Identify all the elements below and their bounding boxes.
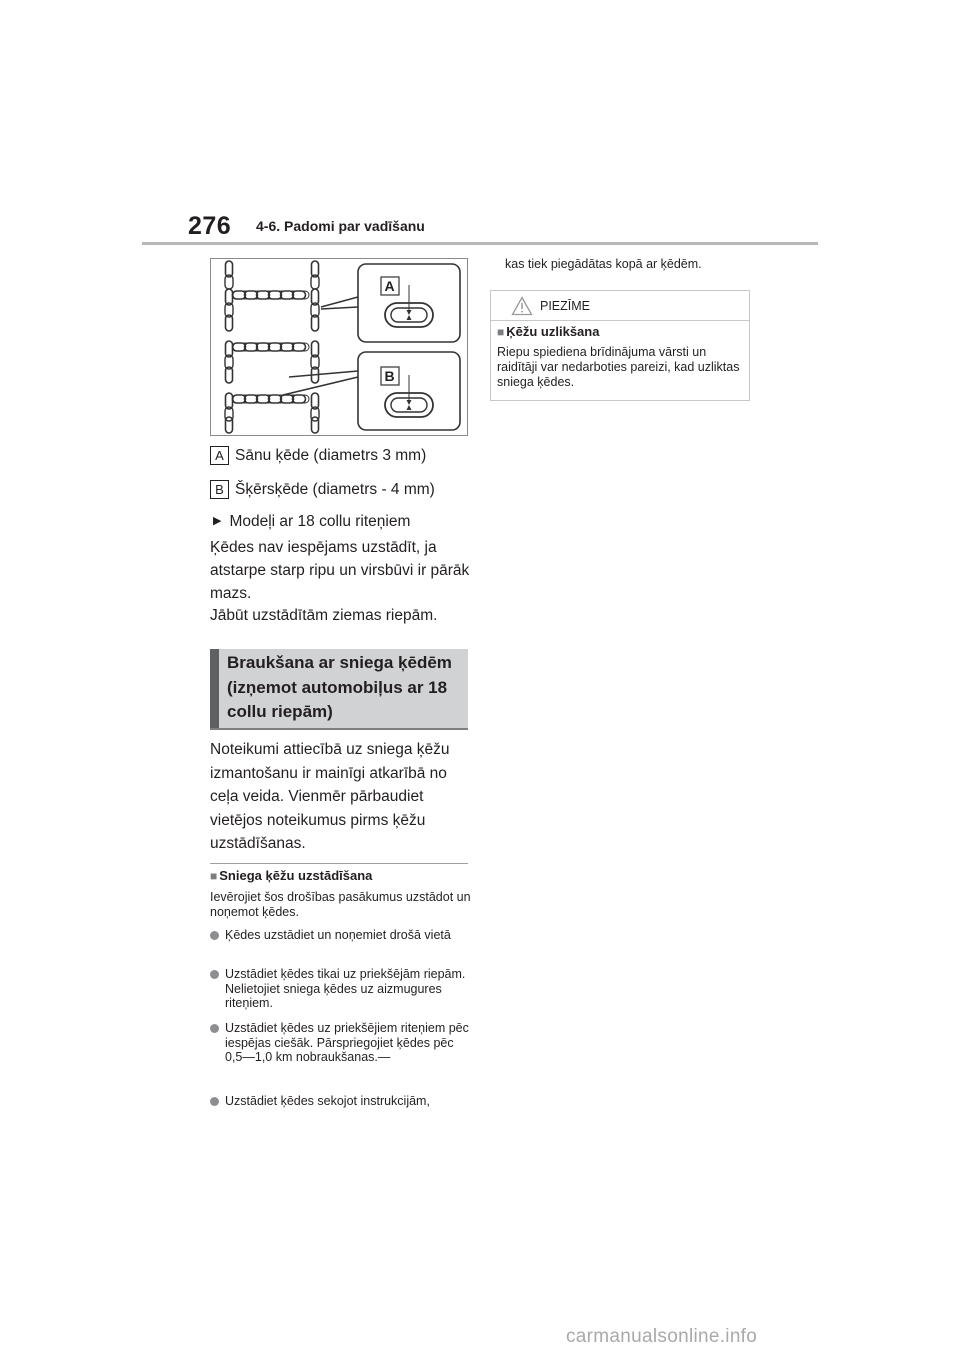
figure-label-a: A: [384, 278, 395, 294]
models-18-inch-text: Modeļi ar 18 collu riteņiem: [229, 513, 411, 530]
note-label: PIEZĪME: [540, 299, 591, 313]
legend-letter-b: B: [210, 480, 229, 499]
square-bullet-icon: ■: [210, 869, 218, 883]
list-item: [210, 967, 472, 1011]
chain-clearance-warning: Ķēdes nav iespējams uzstādīt, ja atstarpe starp ripu un virsbūvi ir pārāk mazs.: [210, 539, 470, 602]
legend-text-b: Šķērsķēde (diametrs - 4 mm): [235, 480, 435, 498]
snow-chain-drawing: [211, 259, 467, 435]
section-heading-underline: [210, 728, 468, 730]
note-box: [490, 290, 750, 401]
section-heading-box: [210, 649, 468, 728]
legend-letter-a: A: [210, 446, 229, 465]
continued-text: kas tiek piegādātas kopā ar ķēdēm.: [505, 257, 702, 271]
note-title: [497, 324, 599, 339]
list-item-text: Ķēdes uzstādiet un noņemiet drošā vietā: [225, 928, 451, 942]
section-heading: Braukšana ar sniega ķēdēm (izņemot automobiļus ar 18 collu riepām): [227, 653, 452, 721]
note-text: Riepu spiediena brīdinājuma vārsti un raidītāji var nedarboties pareizi, kad uzliktas sniega ķēdes.: [497, 345, 740, 389]
side-chain-right: [311, 261, 319, 433]
legend-text-a: Sānu ķēde (diametrs 3 mm): [235, 446, 427, 464]
subsection-title: [210, 868, 372, 883]
callout-b-detail: [283, 352, 460, 430]
note-title-text: Ķēžu uzlikšana: [506, 324, 600, 339]
note-header: [491, 291, 749, 321]
legend-item-a: [210, 446, 426, 465]
callout-a-detail: [321, 264, 460, 342]
chain-rules-paragraph: Noteikumi attiecībā uz sniega ķēžu izmantošanu ir mainīgi atkarībā no ceļa veida. Vienmēr pārbaudiet vietējos noteikumus pirms ķēžu uzstādīšanas.: [210, 741, 450, 852]
precautions-intro: Ievērojiet šos drošības pasākumus uzstādot un noņemot ķēdes.: [210, 890, 471, 919]
list-item: [210, 1021, 472, 1065]
cross-chain-top: [233, 291, 310, 299]
subsection-divider: [210, 863, 468, 864]
list-item-text: Uzstādiet ķēdes tikai uz priekšējām riepām. Nelietojiet sniega ķēdes uz aizmugures riteņiem.: [225, 967, 466, 1010]
snow-chain-illustration: [210, 258, 468, 436]
list-item-text: Uzstādiet ķēdes sekojot instrukcijām,: [225, 1094, 430, 1108]
models-18-inch-line: [210, 510, 472, 533]
bullet-dot-icon: [210, 970, 219, 979]
cross-chain-middle: [233, 343, 310, 351]
bullet-dot-icon: [210, 931, 219, 940]
page-number: 276: [188, 212, 232, 240]
square-bullet-icon: ■: [497, 325, 505, 339]
bullet-dot-icon: [210, 1097, 219, 1106]
list-item: [210, 928, 472, 943]
bullet-dot-icon: [210, 1024, 219, 1033]
list-item-text: Uzstādiet ķēdes uz priekšējiem riteņiem pēc iespējas ciešāk. Pārspriegojiet ķēdes pēc 0,5—1,0 km nobraukšanas.—: [225, 1021, 469, 1064]
warning-triangle-icon: [511, 296, 533, 316]
header-divider: [142, 242, 818, 245]
winter-tires-note: Jābūt uzstādītām ziemas riepām.: [210, 607, 438, 624]
figure-label-b: B: [384, 368, 395, 384]
watermark: carmanualsonline.info: [566, 1326, 758, 1347]
legend-item-b: [210, 480, 435, 499]
triangle-right-icon: ▶: [213, 515, 222, 527]
subsection-title-text: Sniega ķēžu uzstādīšana: [219, 868, 373, 883]
cross-chain-bottom: [233, 395, 310, 403]
list-item: [210, 1094, 472, 1109]
section-title: 4-6. Padomi par vadīšanu: [256, 218, 425, 234]
